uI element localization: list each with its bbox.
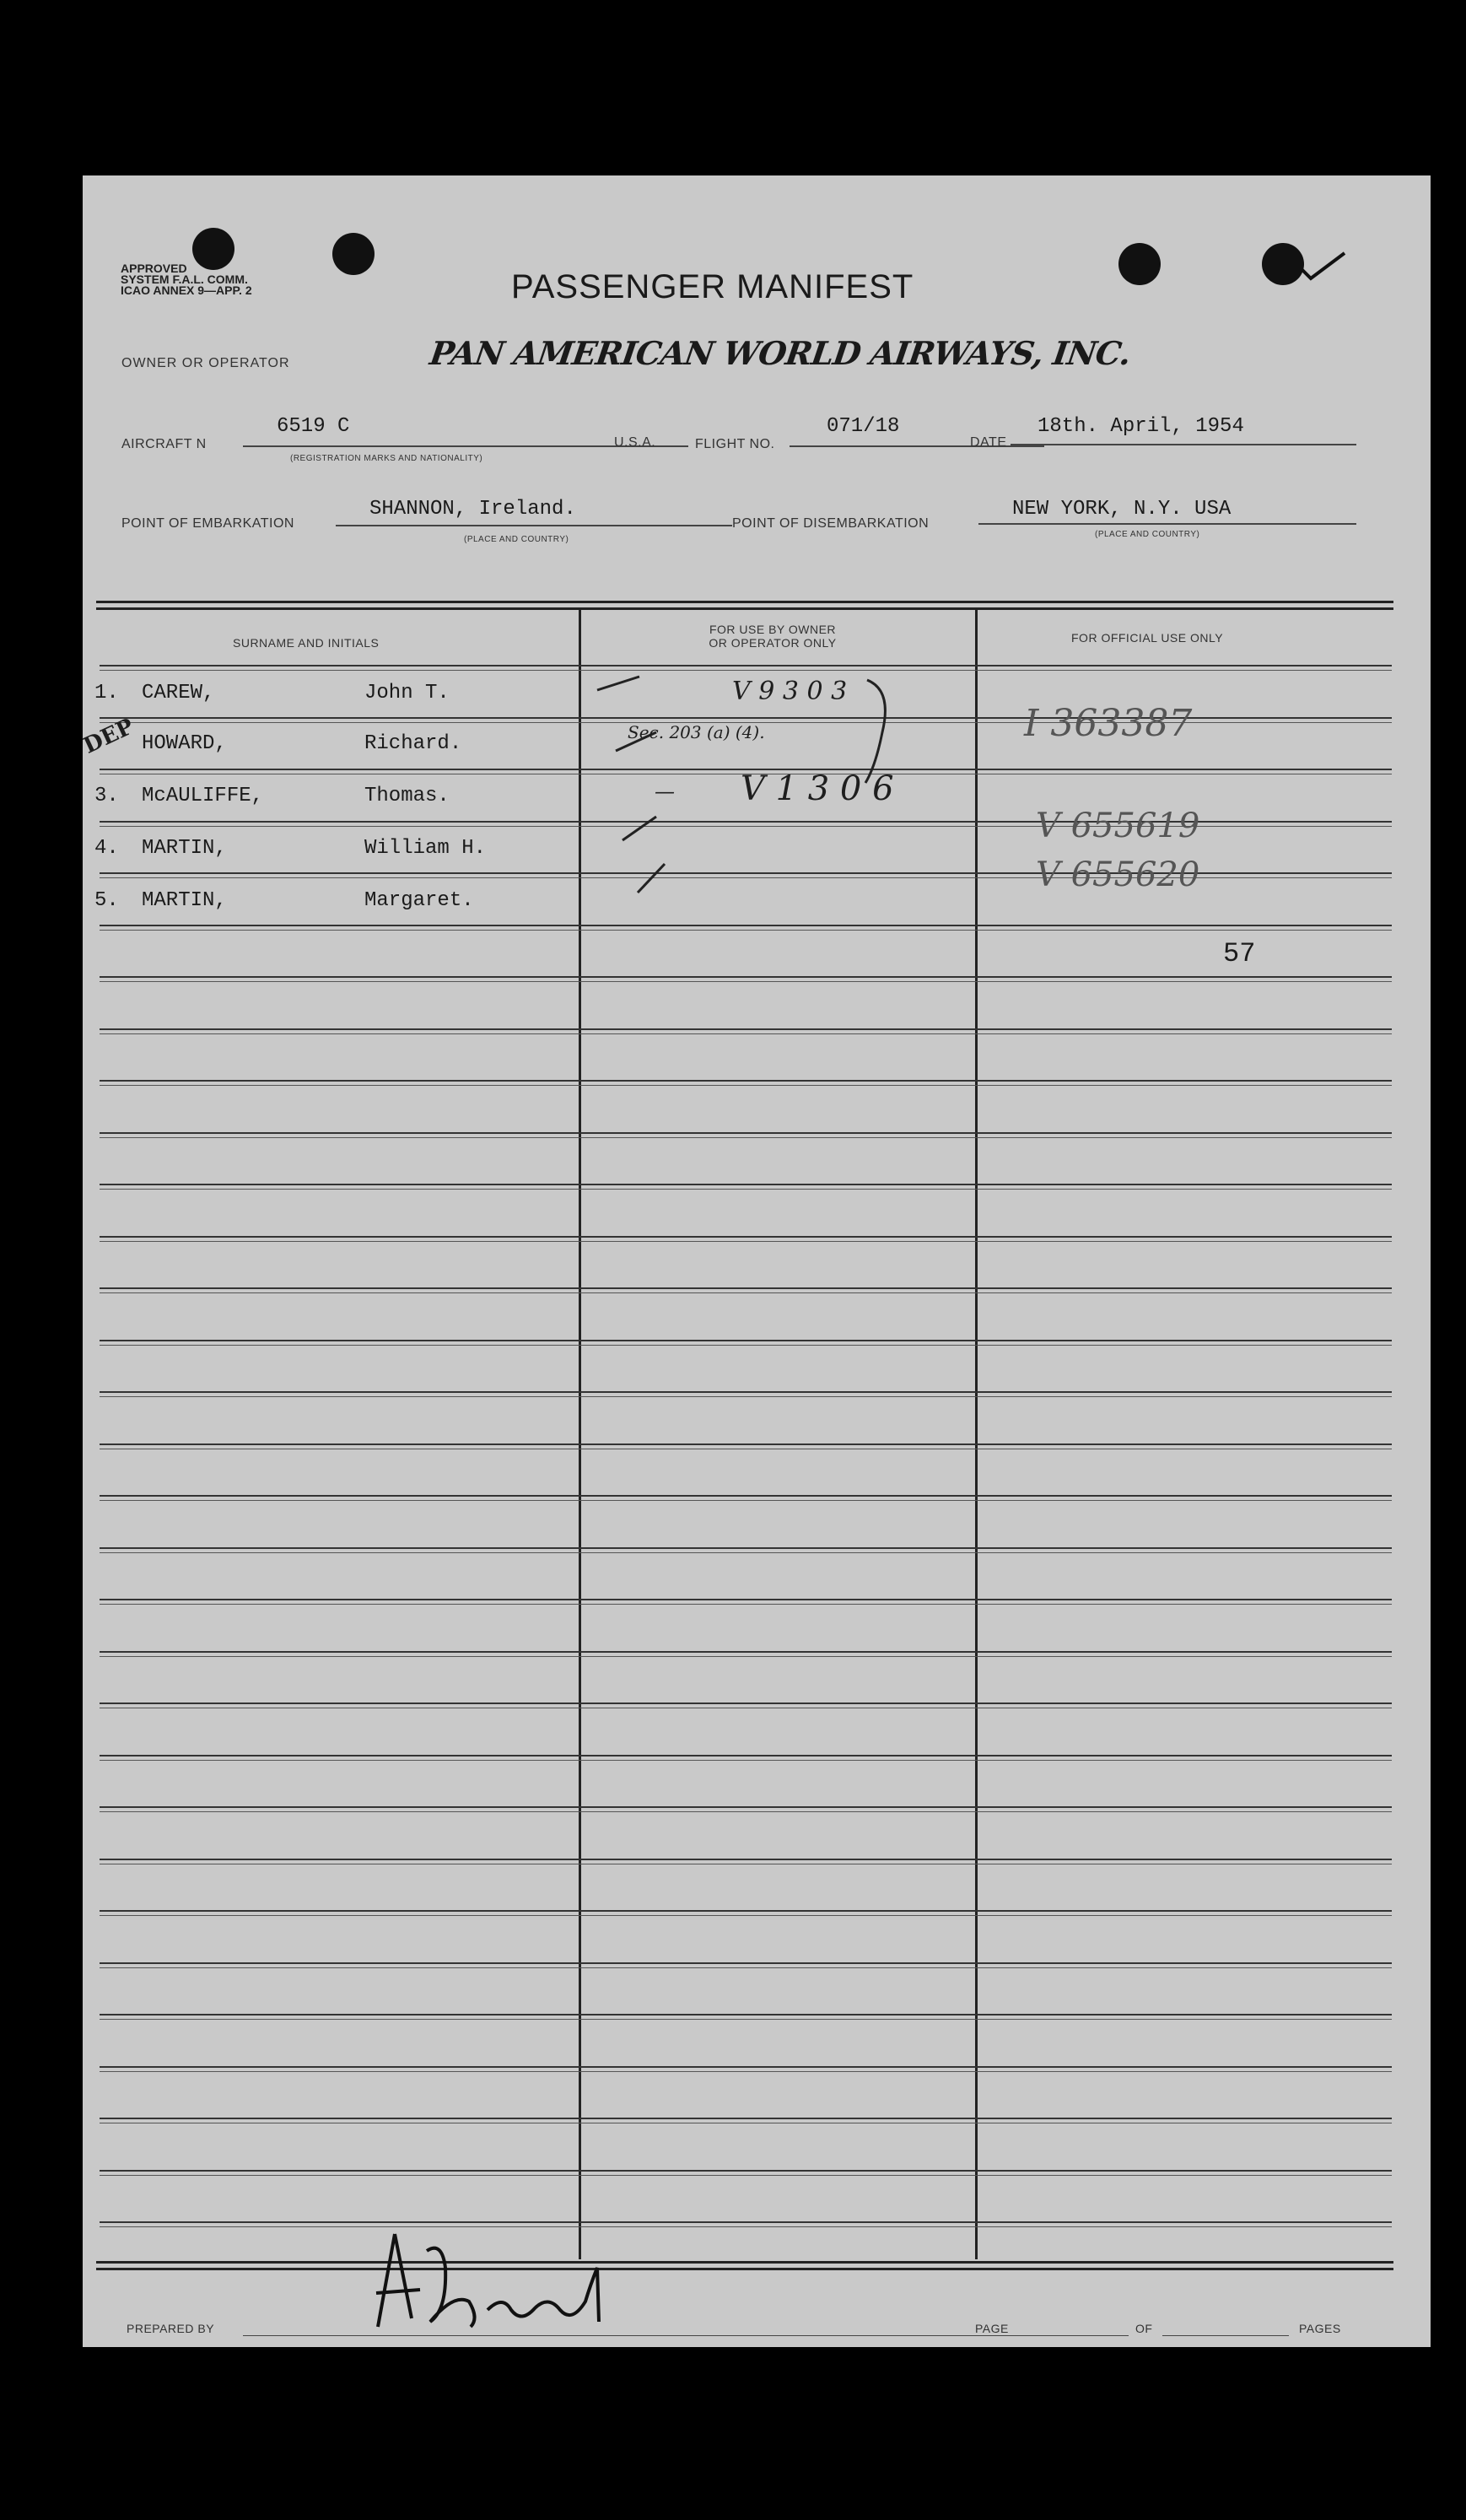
table-row-line — [100, 1656, 1392, 1657]
date-label: DATE — [970, 435, 1007, 450]
table-row-line — [100, 2170, 1392, 2172]
table-row-line — [100, 1443, 1392, 1445]
table-row-line — [100, 1085, 1392, 1086]
table-row-line — [100, 1552, 1392, 1553]
table-bottom-rule — [96, 2261, 1393, 2264]
table-row-line — [100, 1340, 1392, 1341]
owner-dash: — — [655, 780, 675, 803]
table-row-line — [100, 2019, 1392, 2020]
passenger-first-name: Richard. — [364, 732, 462, 755]
disembarkation-value: NEW YORK, N.Y. USA — [1012, 498, 1232, 521]
approval-note — [121, 263, 252, 296]
table-row-line — [100, 717, 1392, 719]
passenger-number: 5. — [94, 889, 119, 912]
table-row-line — [100, 925, 1392, 926]
form-title: PASSENGER MANIFEST — [511, 268, 914, 305]
of-label: OF — [1135, 2322, 1153, 2335]
table-row-line — [100, 1495, 1392, 1497]
table-row-line — [100, 2175, 1392, 2176]
table-row-line — [100, 1967, 1392, 1968]
table-row-line — [100, 981, 1392, 982]
embarkation-underline — [336, 525, 732, 526]
aircraft-sublabel: (REGISTRATION MARKS AND NATIONALITY) — [290, 454, 483, 463]
table-row-line — [100, 1859, 1392, 1860]
approval-line: APPROVED — [121, 262, 187, 275]
aircraft-label: AIRCRAFT N — [121, 437, 207, 451]
table-row-line — [100, 1755, 1392, 1756]
table-row-line — [100, 1547, 1392, 1549]
table-row-line — [100, 1915, 1392, 1916]
table-row-line — [100, 2221, 1392, 2223]
table-top-rule — [96, 607, 1393, 610]
date-value: 18th. April, 1954 — [1038, 415, 1244, 438]
owner-column-header — [688, 623, 857, 650]
pages-label: PAGES — [1299, 2322, 1341, 2335]
usa-label: U.S.A. — [614, 435, 656, 450]
passenger-first-name: Margaret. — [364, 889, 474, 912]
table-bottom-rule — [96, 2268, 1393, 2270]
date-underline — [1011, 444, 1356, 445]
signature — [361, 2217, 631, 2344]
official-number: 57 — [1223, 938, 1256, 969]
owner-label: OWNER OR OPERATOR — [121, 356, 290, 370]
flight-value: 071/18 — [827, 415, 900, 438]
table-row-line — [100, 1651, 1392, 1653]
page-label: PAGE — [975, 2322, 1009, 2335]
table-row-line — [100, 1599, 1392, 1600]
table-row-line — [100, 1702, 1392, 1704]
embarkation-label: POINT OF EMBARKATION — [121, 516, 294, 531]
table-row-line — [100, 665, 1392, 666]
aircraft-value: 6519 C — [277, 415, 350, 438]
table-row-line — [100, 1910, 1392, 1912]
page-underline — [1019, 2335, 1129, 2336]
table-row-line — [100, 2014, 1392, 2015]
table-row-line — [100, 2066, 1392, 2068]
table-row-line — [100, 670, 1392, 671]
flight-label: FLIGHT NO. — [695, 437, 775, 451]
table-row-line — [100, 976, 1392, 978]
table-row-line — [100, 1962, 1392, 1964]
disembarkation-underline — [978, 523, 1356, 525]
table-row-line — [100, 930, 1392, 931]
column-divider — [975, 607, 978, 2259]
table-row-line — [100, 2118, 1392, 2119]
disembarkation-label: POINT OF DISEMBARKATION — [732, 516, 930, 531]
owner-column-header-line: OR OPERATOR ONLY — [709, 636, 837, 650]
passenger-number: 3. — [94, 785, 119, 807]
table-row-line — [100, 2071, 1392, 2072]
table-row-line — [100, 1132, 1392, 1134]
passenger-surname: MARTIN, — [142, 889, 227, 912]
manifest-paper — [79, 175, 1431, 2347]
table-row-line — [100, 1806, 1392, 1808]
table-top-rule — [96, 601, 1393, 603]
surname-column-header: SURNAME AND INITIALS — [233, 636, 380, 650]
table-row-line — [100, 2226, 1392, 2227]
table-row-line — [100, 1236, 1392, 1238]
table-row-line — [100, 1189, 1392, 1190]
passenger-surname: McAULIFFE, — [142, 785, 264, 807]
table-row-line — [100, 1500, 1392, 1501]
owner-column-header-line: FOR USE BY OWNER — [709, 623, 837, 636]
passenger-surname: CAREW, — [142, 682, 215, 704]
punch-hole — [1118, 243, 1161, 285]
table-row-line — [100, 1080, 1392, 1082]
passenger-number: 1. — [94, 682, 119, 704]
handwritten-stamp: DEP — [79, 714, 138, 759]
table-row-line — [100, 1604, 1392, 1605]
company-name: PAN AMERICAN WORLD AIRWAYS, INC. — [427, 334, 1134, 372]
owner-note-row3: V 1 3 0 6 — [741, 769, 894, 808]
disembarkation-sublabel: (PLACE AND COUNTRY) — [1095, 530, 1200, 539]
prepared-by-label: PREPARED BY — [127, 2322, 215, 2335]
official-note-row5: V 655620 — [1036, 855, 1200, 894]
owner-note-row1: V 9 3 0 3 — [732, 677, 848, 706]
passenger-first-name: William H. — [364, 837, 487, 860]
official-note-row2: I 363387 — [1024, 702, 1193, 745]
tick-marks — [521, 665, 673, 935]
embarkation-value: SHANNON, Ireland. — [369, 498, 576, 521]
table-row-line — [100, 1137, 1392, 1138]
of-underline — [1162, 2335, 1289, 2336]
passenger-surname: MARTIN, — [142, 837, 227, 860]
table-row-line — [100, 1184, 1392, 1185]
punch-hole — [332, 233, 375, 275]
table-row-line — [100, 1760, 1392, 1761]
owner-note-row2: Sec. 203 (a) (4). — [628, 722, 765, 742]
official-note-row4: V 655619 — [1036, 807, 1200, 845]
embarkation-sublabel: (PLACE AND COUNTRY) — [464, 535, 569, 544]
passenger-surname: HOWARD, — [142, 732, 227, 755]
table-row-line — [100, 1345, 1392, 1346]
table-row-line — [100, 1391, 1392, 1393]
table-row-line — [100, 1292, 1392, 1293]
table-row-line — [100, 1241, 1392, 1242]
passenger-first-name: Thomas. — [364, 785, 450, 807]
official-column-header: FOR OFFICIAL USE ONLY — [1071, 631, 1224, 645]
table-row-line — [100, 1028, 1392, 1030]
table-row-line — [100, 1033, 1392, 1034]
passenger-first-name: John T. — [364, 682, 450, 704]
table-row-line — [100, 1396, 1392, 1397]
table-row-line — [100, 1811, 1392, 1812]
approval-line: SYSTEM F.A.L. COMM. — [121, 273, 248, 286]
table-row-line — [100, 1287, 1392, 1289]
approval-line: ICAO ANNEX 9—APP. 2 — [121, 283, 252, 297]
passenger-number: 4. — [94, 837, 119, 860]
checkmark-icon — [1297, 250, 1348, 283]
